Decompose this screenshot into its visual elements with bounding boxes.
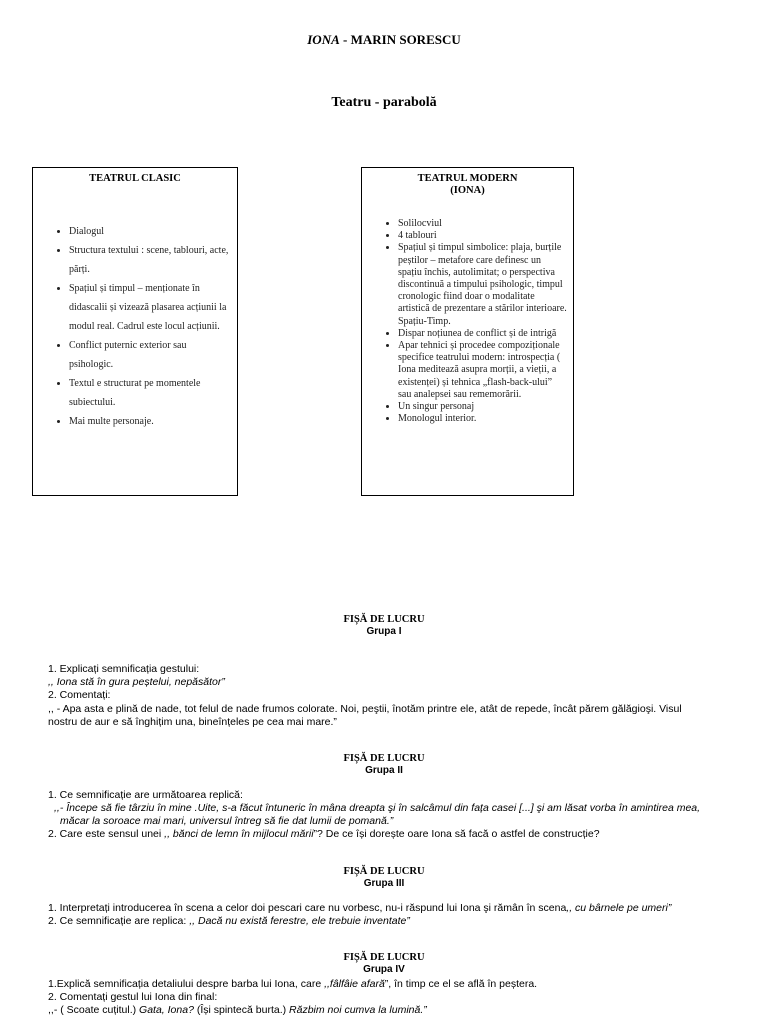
box-clasic-list xyxy=(33,222,237,431)
fisa4-q3-italic-2: Răzbim noi cumva la lumină.” xyxy=(289,1004,427,1016)
fisa4-q3-italic-1: Gata, Iona? xyxy=(139,1004,194,1016)
box-modern-title xyxy=(362,173,573,197)
box-modern-title-line2: (IONA) xyxy=(450,185,485,196)
list-item: • Structura textului : scene, tablouri, acte, părți. xyxy=(69,241,231,279)
fisa2-q1-line2: măcar la soroace mai mari, universul întreg să fie dat lumii de pomană.” xyxy=(60,815,394,827)
fisa2-group: Grupa II xyxy=(365,765,403,776)
fisa1-group: Grupa I xyxy=(366,626,402,637)
list-item: • Un singur personaj xyxy=(398,401,567,413)
fisa3-title: FIȘĂ DE LUCRU xyxy=(343,866,425,877)
list-item: • Dispar noțiunea de conflict și de intrigă xyxy=(398,328,567,340)
fisa1-q1-quote: ,, Iona stă în gura peștelui, nepăsător” xyxy=(48,676,225,688)
fisa3-group: Grupa III xyxy=(363,878,405,889)
fisa4-q1-text-b: ”, în timp ce el se află în peștera. xyxy=(384,978,538,990)
fisa2-title: FIȘĂ DE LUCRU xyxy=(343,753,425,764)
fisa4-q3 xyxy=(48,1004,748,1017)
fisa2-q2-text-a: 2. Care este sensul unei xyxy=(48,828,165,840)
list-item: • Apar tehnici și procedee compoziționale specifice teatrului modern: introspecția ( Iona meditează asupra morții, a vieții, a existenței) și tehnica „flash-back-ului” sau analepsei sau rememorării. xyxy=(398,340,567,401)
list-item: • Conflict puternic exterior sau psihologic. xyxy=(69,336,231,374)
fisa2-q2 xyxy=(48,828,748,841)
fisa4-q1-text-a: 1.Explică semnificația detaliului despre barba lui Iona, care xyxy=(48,978,325,990)
fisa4-q3-text-a: ,,- ( Scoate cuțitul.) xyxy=(48,1004,140,1016)
fisa3-q2-quote: ,, Dacă nu există ferestre, ele trebuie inventate” xyxy=(189,915,410,927)
fisa2-q1: 1. Ce semnificație are următoarea replică: xyxy=(48,789,243,801)
list-item: • Spațiul și timpul – menționate în didascalii și vizează plasarea acțiunii la modul real. Cadrul este locul acțiunii. xyxy=(69,279,231,336)
fisa1-q1: 1. Explicați semnificația gestului: xyxy=(48,663,200,675)
fisa1-q2: 2. Comentați: xyxy=(48,689,111,701)
fisa4-q2: 2. Comentați gestul lui Iona din final: xyxy=(48,991,218,1003)
list-item: • Monologul interior. xyxy=(398,413,567,425)
fisa4-title: FIȘĂ DE LUCRU xyxy=(343,952,425,963)
fisa3-q1 xyxy=(48,902,748,915)
fisa4-q1-quote: ,,fâlfâie afară xyxy=(324,978,385,990)
list-item: • Textul e structurat pe momentele subiectului. xyxy=(69,374,231,412)
fisa4-q1 xyxy=(48,978,748,991)
list-item: • Solilocviul xyxy=(398,218,567,230)
title-author: - MARIN SORESCU xyxy=(339,32,461,47)
fisa3-q1-quote: ,, cu bârnele pe umeri” xyxy=(566,902,672,914)
box-clasic-title: TEATRUL CLASIC xyxy=(89,173,181,184)
fisa2-header xyxy=(0,753,768,777)
list-item: • Dialogul xyxy=(69,222,231,241)
fisa1-title: FIȘĂ DE LUCRU xyxy=(343,614,425,625)
title-play-name: IONA xyxy=(307,32,340,47)
fisa4-header xyxy=(0,952,768,976)
list-item: • Spațiul și timpul simbolice: plaja, burțile peștilor – metafore care definesc un spațiu închis, autolimitat; o perspectiva discontinuă a timpului psihologic, timpul cronologic fiind doar o modalitate artistică de prezentare a stărilor interioare. Spațiu-Timp. xyxy=(398,242,567,327)
fisa2-q2-quote: ,, bănci de lemn în mijlocul mării xyxy=(164,828,314,840)
fisa3-q1-text: 1. Interpretați introducerea în scena a celor doi pescari care nu vorbesc, nu-i răspund lui Iona şi rămân în scena xyxy=(48,902,567,914)
box-modern-list xyxy=(362,218,573,425)
fisa2-q2-text-b: ”? De ce își dorește oare Iona să facă o astfel de construcție? xyxy=(313,828,600,840)
box-teatrul-modern xyxy=(361,167,574,496)
fisa4-group: Grupa IV xyxy=(363,964,405,975)
fisa3-header xyxy=(0,866,768,890)
box-modern-title-line1: TEATRUL MODERN xyxy=(417,173,518,184)
fisa3-q2-text: 2. Ce semnificație are replica: xyxy=(48,915,190,927)
fisa1-header xyxy=(0,614,768,638)
fisa1-q2-line1: ,, - Apa asta e plină de nade, tot felul de nade frumos colorate. Noi, peştii, înotăm printre ele, atât de repede, încât părem gălăgioşi. Visul xyxy=(48,703,682,715)
list-item: • Mai multe personaje. xyxy=(69,412,231,431)
document-title xyxy=(0,32,768,48)
fisa1-q2-line2: nostru de aur e să înghițim una, bineînțeles pe cea mai mare.” xyxy=(48,716,337,728)
fisa3-q2 xyxy=(48,915,748,928)
box-teatrul-clasic xyxy=(32,167,238,496)
fisa2-q1-line1: ,,- Începe să fie târziu în mine .Uite, s-a făcut întuneric în mâna dreapta şi în salcâmul din fața casei [...] şi am lăsat vorba în amintirea mea, xyxy=(54,802,701,814)
document-subtitle: Teatru - parabolă xyxy=(331,95,437,110)
fisa4-q3-text-b: (Își spintecă burta.) xyxy=(193,1004,290,1016)
list-item: • 4 tablouri xyxy=(398,230,567,242)
